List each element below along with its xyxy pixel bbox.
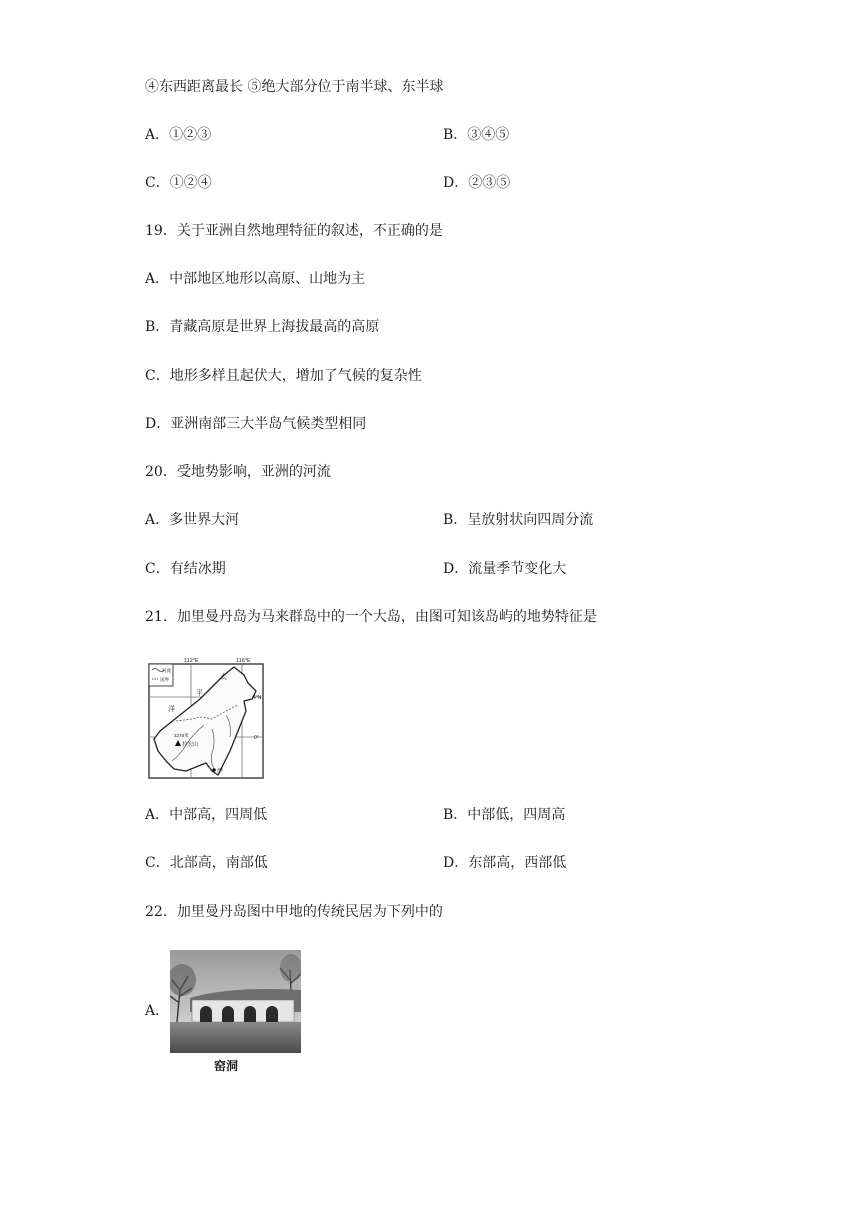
place-jia: 甲 xyxy=(217,768,224,775)
question-18-stem-tail: ④东西距离最长 ⑤绝大部分位于南半球、东半球 xyxy=(145,79,444,95)
question-20-option-c: C．有结冰期 xyxy=(145,561,226,577)
question-18-option-a: A．①②③ xyxy=(145,127,212,143)
borneo-map xyxy=(146,655,268,781)
sea-char-1: 太 xyxy=(220,673,227,681)
lat-label-0: 0° xyxy=(254,735,259,741)
question-19-option-b: B．青藏高原是世界上海拔最高的高原 xyxy=(145,319,380,335)
lon-label-112: 112°E xyxy=(184,658,199,664)
place-marker-icon xyxy=(212,768,216,772)
question-19-stem: 19．关于亚洲自然地理特征的叙述，不正确的是 xyxy=(145,223,443,239)
sea-char-3: 洋 xyxy=(168,705,175,713)
photo-caption: 窑洞 xyxy=(214,1059,239,1073)
peak-name: 拉宏山 xyxy=(182,742,199,748)
question-18-option-d: D．②③⑤ xyxy=(443,175,511,191)
legend-river: 河流 xyxy=(162,668,171,673)
sea-char-2: 平 xyxy=(196,689,203,697)
question-18-option-b: B．③④⑤ xyxy=(443,127,510,143)
question-22-stem: 22．加里曼丹岛图中甲地的传统民居为下列中的 xyxy=(145,904,443,920)
question-19-option-c: C．地形多样且起伏大，增加了气候的复杂性 xyxy=(145,368,422,384)
cave-dwelling-photo xyxy=(170,950,301,1053)
question-20-option-d: D．流量季节变化大 xyxy=(443,561,567,577)
question-20-option-a: A．多世界大河 xyxy=(145,512,240,528)
question-20-stem: 20．受地势影响，亚洲的河流 xyxy=(145,464,331,480)
question-20-option-b: B．呈放射状向四周分流 xyxy=(443,512,594,528)
lon-label-116: 116°E xyxy=(236,658,251,664)
question-19-option-a: A．中部地区地形以高原、山地为主 xyxy=(145,271,366,287)
question-22-option-a-label: A． xyxy=(145,1003,170,1019)
legend-border: 国界 xyxy=(160,677,169,682)
question-21-stem: 21．加里曼丹岛为马来群岛中的一个大岛，由图可知该岛屿的地势特征是 xyxy=(145,609,597,625)
question-21-option-a: A．中部高，四周低 xyxy=(145,807,268,823)
peak-elevation: 2278米 xyxy=(174,733,189,738)
question-21-option-b: B．中部低，四周高 xyxy=(443,807,566,823)
question-18-option-c: C．①②④ xyxy=(145,175,212,191)
lat-label-4n: 4°N xyxy=(253,695,262,701)
question-21-option-c: C．北部高，南部低 xyxy=(145,855,268,871)
question-19-option-d: D．亚洲南部三大半岛气候类型相同 xyxy=(145,416,367,432)
question-21-option-d: D．东部高，西部低 xyxy=(443,855,567,871)
